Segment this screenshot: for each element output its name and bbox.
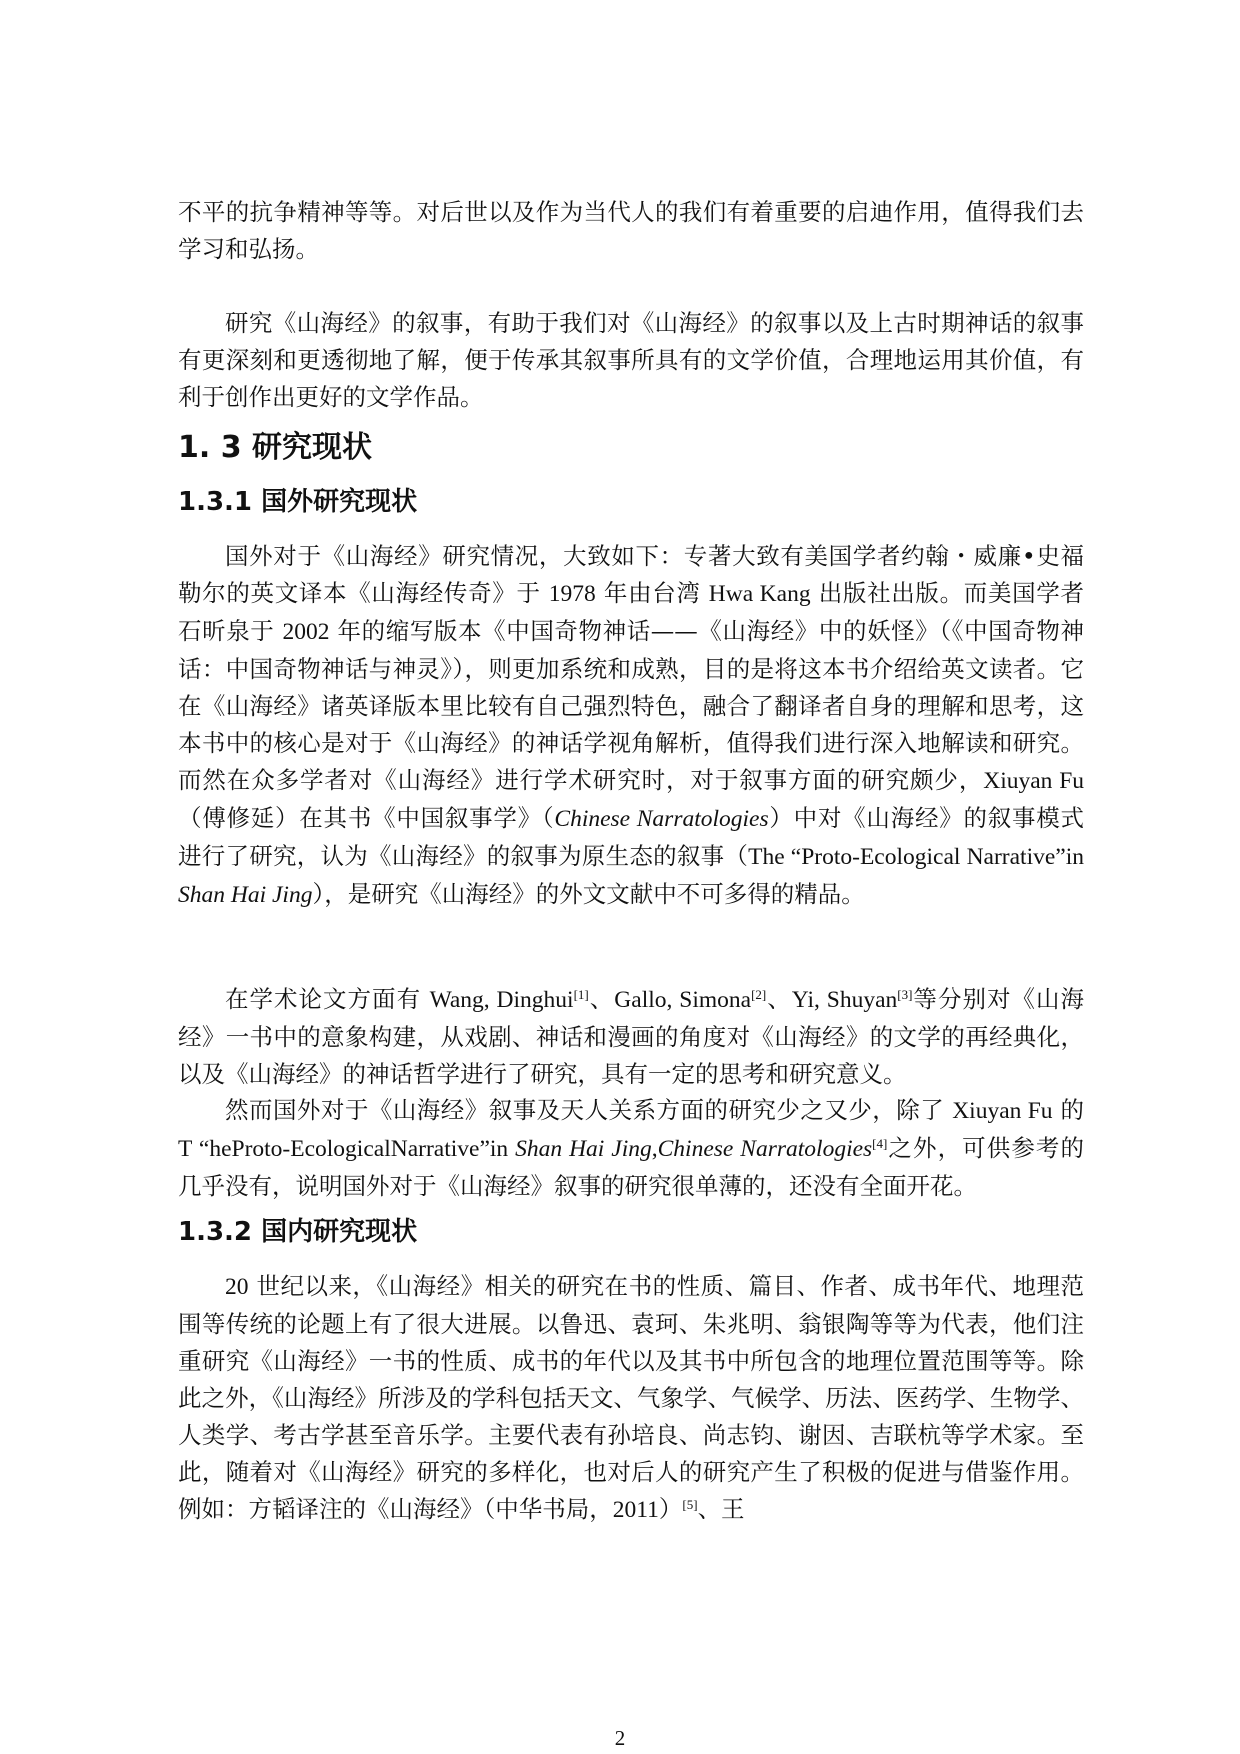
paragraph-foreign-research-2 — [178, 981, 1084, 1093]
citation-ref-1[interactable]: [1] — [573, 987, 589, 1002]
citation-ref-3[interactable]: [3] — [897, 987, 913, 1002]
paragraph-foreign-research-1 — [178, 538, 1084, 914]
section-heading-1-3: 1. 3 研究现状 — [178, 430, 373, 465]
paragraph-significance: 研究《山海经》的叙事，有助于我们对《山海经》的叙事以及上古时期神话的叙事有更深刻和更透彻地了解，便于传承其叙事所具有的文学价值，合理地运用其价值，有利于创作出更好的文学作品。 — [178, 309, 1084, 411]
shan-hai-jing-english: Shan Hai Jing — [515, 1136, 652, 1162]
text-segment: 在学术论文方面有 — [225, 985, 430, 1013]
text-segment: 年的缩写版本《中国奇物神话——《山海经》中的妖怪》（《中国奇物神话：中国奇物神话与神灵》），则更加系统和成熟，目的是将这本书介绍给英文读者。它在《山海经》诸英译版本里比较有自己强烈特色，融合了翻译者自身的理解和思考，这本书中的核心是对于《山海经》的神话学视角解析，值得我们进行深入地解读和研究。而然在众多学者对《山海经》进行学术研究时，对于叙事方面的研究颇少， — [178, 617, 1084, 794]
book-title-english: Chinese Narratologies — [657, 1136, 873, 1162]
section-heading-1-3-1: 1.3.1 国外研究现状 — [178, 487, 418, 517]
citation-ref-4[interactable]: [4] — [872, 1136, 888, 1151]
year-1978: 1978 — [548, 581, 596, 607]
year-2002: 2002 — [282, 619, 330, 645]
text-segment: 的 — [1052, 1096, 1084, 1124]
text-segment: 、 — [588, 985, 615, 1013]
section-heading-1-3-2: 1.3.2 国内研究现状 — [178, 1217, 418, 1247]
paragraph-continuation: 不平的抗争精神等等。对后世以及作为当代人的我们有着重要的启迪作用，值得我们去学习和弘扬。 — [178, 198, 1084, 263]
citation-ref-2[interactable]: [2] — [751, 987, 767, 1002]
publisher-name: Hwa Kang — [708, 581, 811, 607]
text-segment: 世纪以来，《山海经》相关的研究在书的性质、篇目、作者、成书年代、地理范围等传统的论题上有了很大进展。以鲁迅、袁珂、朱兆明、翁银陶等等为代表，他们注重研究《山海经》一书的性质、成书的年代以及其书中所包含的地理位置范围等等。除此之外，《山海经》所涉及的学科包括天文、气象学、气候学、历法、医药学、生物学、人类学、考古学甚至音乐学。主要代表有孙培良、尚志钧、谢因、吉联杭等学术家。至此，随着对《山海经》研究的多样化，也对后人的研究产生了积极的促进与借鉴作用。例如：方韬译注的《山海经》（中华书局， — [178, 1272, 1084, 1523]
author-name: Xiuyan Fu — [983, 768, 1085, 794]
paragraph-foreign-research-3 — [178, 1092, 1084, 1205]
text-segment: ）中对《山海经》的叙事模式进行了研究，认为《山海经》的叙事为原生态的叙事（ — [178, 804, 1085, 870]
text-segment: 等分别对《山海经》一书中的意象构建，从戏剧、神话和漫画的角度对《山海经》的文学的再经典化，以及《山海经》的神话哲学进行了研究，具有一定的思考和研究意义。 — [178, 985, 1084, 1088]
text-segment: ），是研究《山海经》的外文文献中不可多得的精品。 — [312, 880, 865, 908]
text-segment: ） — [658, 1495, 683, 1523]
paragraph-domestic-research-1 — [178, 1268, 1084, 1529]
text-segment: 、 — [766, 985, 792, 1013]
narrative-title-english: The “Proto-Ecological Narrative”in — [748, 844, 1084, 870]
text-segment: 之外，可供参考的几乎没有，说明国外对于《山海经》叙事的研究很单薄的，还没有全面开花。 — [178, 1134, 1084, 1200]
text-segment: 国外对于《山海经》研究情况，大致如下：专著大致有美国学者约翰・威廉•史福勒尔的英文译本《山海经传奇》于 — [178, 542, 1084, 607]
author-name: Wang, Dinghui — [429, 987, 574, 1013]
book-title-english: Chinese Narratologies — [554, 806, 769, 832]
author-name: Xiuyan Fu — [952, 1098, 1053, 1124]
author-name: Gallo, Simona — [614, 987, 752, 1013]
narrative-title-english: T “heProto-EcologicalNarrative”in — [178, 1136, 516, 1162]
text-segment: （傅修延）在其书《中国叙事学》（ — [178, 804, 555, 832]
author-name: Yi, Shuyan — [791, 987, 898, 1013]
text-segment: 出版社出版。而美国学者石昕泉于 — [178, 579, 1084, 645]
shan-hai-jing-english: Shan Hai Jing — [178, 882, 313, 908]
page-number: 2 — [614, 1726, 626, 1750]
text-segment: 、王 — [697, 1495, 745, 1523]
century-number: 20 — [225, 1274, 249, 1300]
year-2011: 2011 — [612, 1497, 659, 1523]
text-segment: 然而国外对于《山海经》叙事及天人关系方面的研究少之又少，除了 — [225, 1096, 953, 1124]
text-segment: , — [651, 1136, 658, 1162]
citation-ref-5[interactable]: [5] — [682, 1497, 698, 1512]
text-segment: 年由台湾 — [595, 579, 709, 607]
